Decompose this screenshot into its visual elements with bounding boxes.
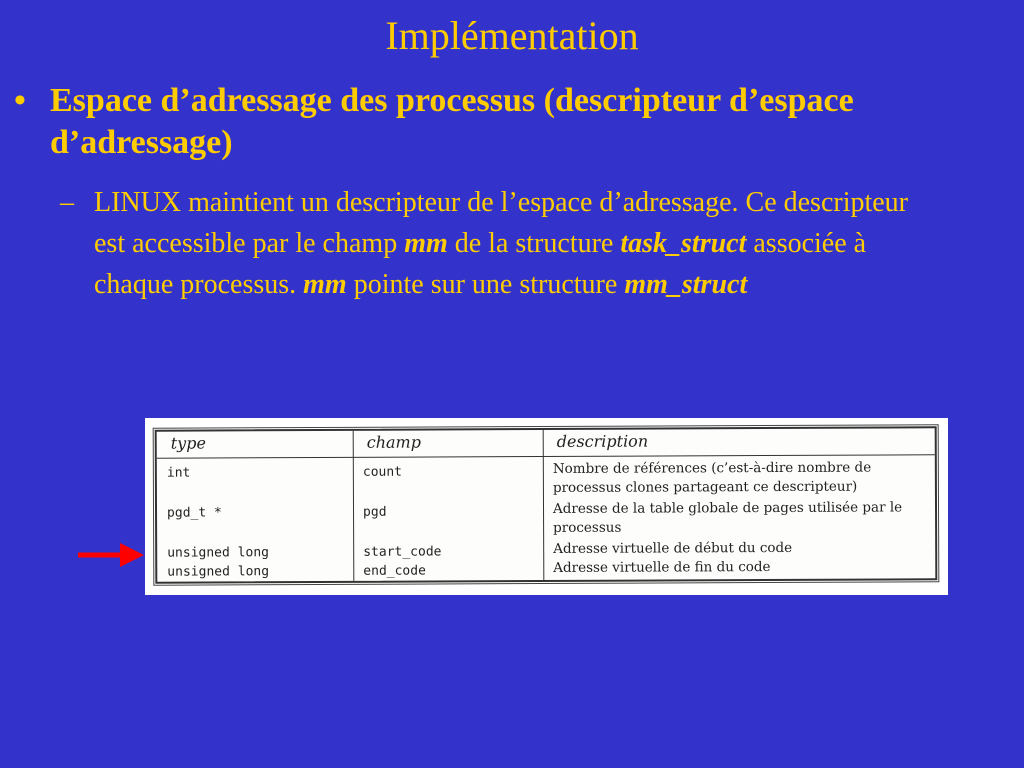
sub-text-part: pointe sur une structure [346, 269, 625, 300]
main-bullet [14, 80, 1004, 164]
scanned-table-image [145, 418, 948, 595]
column-description [543, 428, 936, 580]
cell-type: unsigned long [167, 545, 269, 561]
header-description: description [556, 431, 649, 451]
cell-description: Adresse virtuelle de fin du code [553, 559, 771, 576]
main-bullet-text: Espace d’adressage des processus (descripteur d’espace d’adressage) [50, 82, 854, 161]
sub-text-emphasis: mm [303, 269, 347, 300]
slide-title: Implémentation [385, 13, 639, 58]
cell-champ: end_code [363, 563, 426, 579]
cell-champ: pgd [362, 504, 387, 520]
red-arrow-right-icon [76, 540, 146, 570]
cell-description: Adresse de la table globale de pages utilisée par le processus [552, 499, 903, 536]
sub-bullet-symbol: – [60, 187, 74, 218]
column-type [157, 431, 355, 582]
header-type: type [170, 433, 206, 453]
sub-text-part: LINUX maintient un descripteur de l’espace d’adressage. Ce descripteur est accessible par le champ [94, 187, 909, 259]
sub-text-emphasis: mm [404, 228, 448, 259]
cell-champ: start_code [363, 544, 442, 560]
sub-text-emphasis: task_struct [620, 228, 747, 259]
cell-champ: count [362, 464, 403, 480]
bullet-symbol: • [14, 82, 26, 119]
sub-bullet [60, 182, 940, 305]
cell-description: Nombre de références (c’est-à-dire nombre de processus clones partageant ce descripteur) [552, 459, 872, 496]
sub-bullet-text [94, 182, 940, 305]
cell-type: unsigned long [167, 564, 270, 580]
mm-struct-fields-table [155, 426, 938, 583]
sub-text-part: associée à chaque processus. [94, 228, 867, 300]
cell-type: pgd_t * [166, 505, 222, 521]
header-champ: champ [366, 432, 421, 452]
sub-text-emphasis: mm_struct [624, 269, 748, 300]
column-champ [353, 430, 545, 581]
cell-description: Adresse virtuelle de début du code [553, 539, 793, 557]
sub-text-part: de la structure [447, 228, 621, 259]
cell-type: int [166, 465, 191, 481]
